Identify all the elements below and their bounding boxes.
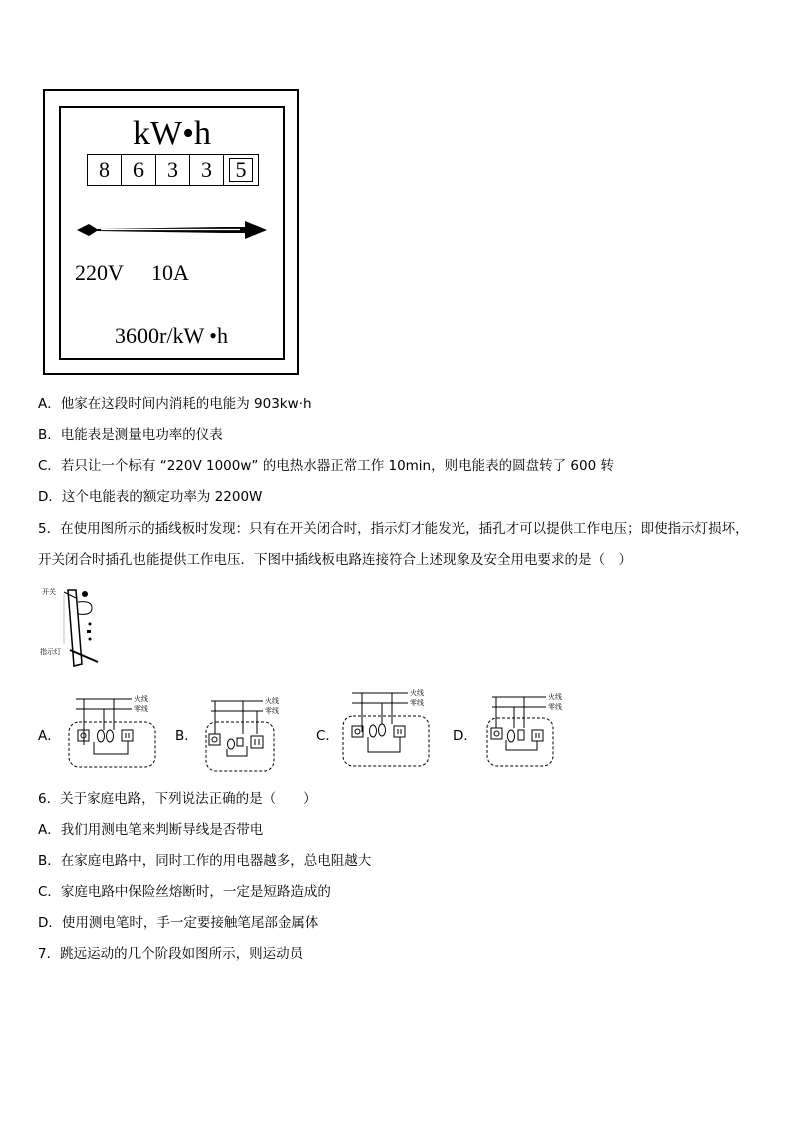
neutral-wire-label: 零线: [134, 705, 148, 713]
q6-option-c: C．家庭电路中保险丝熔断时，一定是短路造成的: [38, 884, 331, 900]
meter-rating: 220V 10A: [75, 260, 189, 285]
meter-unit: kW•h: [133, 115, 211, 152]
meter-digit-decimal: [224, 155, 258, 185]
q5-option-d-label: D．: [453, 728, 477, 744]
indicator-label: 指示灯: [40, 648, 61, 656]
q5-option-a-label: A．: [38, 728, 61, 744]
meter-digit: 6: [122, 155, 156, 185]
q6-option-a: A．我们用测电笔来判断导线是否带电: [38, 822, 264, 838]
power-strip-figure: [40, 584, 105, 674]
live-wire-label: 火线: [410, 689, 424, 697]
neutral-wire-label: 零线: [265, 707, 279, 715]
q5-option-b-label: B．: [175, 728, 198, 744]
q6-option-d: D．使用测电笔时，手一定要接触笔尾部金属体: [38, 915, 319, 931]
meter-digit: 3: [156, 155, 190, 185]
meter-digit: 8: [88, 155, 122, 185]
meter-digit: 3: [190, 155, 224, 185]
q4-option-a: A．他家在这段时间内消耗的电能为 903kw·h: [38, 396, 312, 412]
q5-stem: 5．在使用图所示的插线板时发现：只有在开关闭合时，指示灯才能发光，插孔才可以提供工作电压；即使指示灯损坏，开关闭合时插孔也能提供工作电压．下图中插线板电路连接符合上述现象及安全用电要求的是（ ）: [38, 521, 749, 568]
q5-option-c-label: C．: [316, 728, 339, 744]
live-wire-label: 火线: [265, 697, 279, 705]
q6-option-b: B．在家庭电路中，同时工作的用电器越多，总电阻越大: [38, 853, 372, 869]
circuit-diagram-c: [340, 686, 440, 770]
neutral-wire-label: 零线: [548, 703, 562, 711]
circuit-diagram-b: [203, 694, 299, 776]
meter-constant: 3600r/kW •h: [115, 323, 229, 348]
q6-stem: 6．关于家庭电路，下列说法正确的是（ ）: [38, 791, 317, 807]
q4-option-c: C．若只让一个标有 “220V 1000w” 的电热水器正常工作 10min，则电能表的圆盘转了 600 转: [38, 458, 614, 474]
live-wire-label: 火线: [548, 693, 562, 701]
q7-stem: 7．跳远运动的几个阶段如图所示，则运动员: [38, 946, 304, 962]
meter-digit-decimal-value: 5: [229, 158, 253, 182]
neutral-wire-label: 零线: [410, 699, 424, 707]
meter-digits: [87, 154, 259, 186]
live-wire-label: 火线: [134, 695, 148, 703]
electricity-meter-figure: [43, 89, 299, 375]
switch-label: 开关: [42, 588, 56, 596]
circuit-diagram-d: [484, 690, 584, 772]
q4-option-b: B．电能表是测量电功率的仪表: [38, 427, 223, 443]
meter-panel: [59, 106, 285, 360]
q4-option-d: D．这个电能表的额定功率为 2200W: [38, 489, 263, 505]
meter-pointer-icon: [75, 220, 270, 240]
circuit-diagram-a: [66, 690, 162, 772]
